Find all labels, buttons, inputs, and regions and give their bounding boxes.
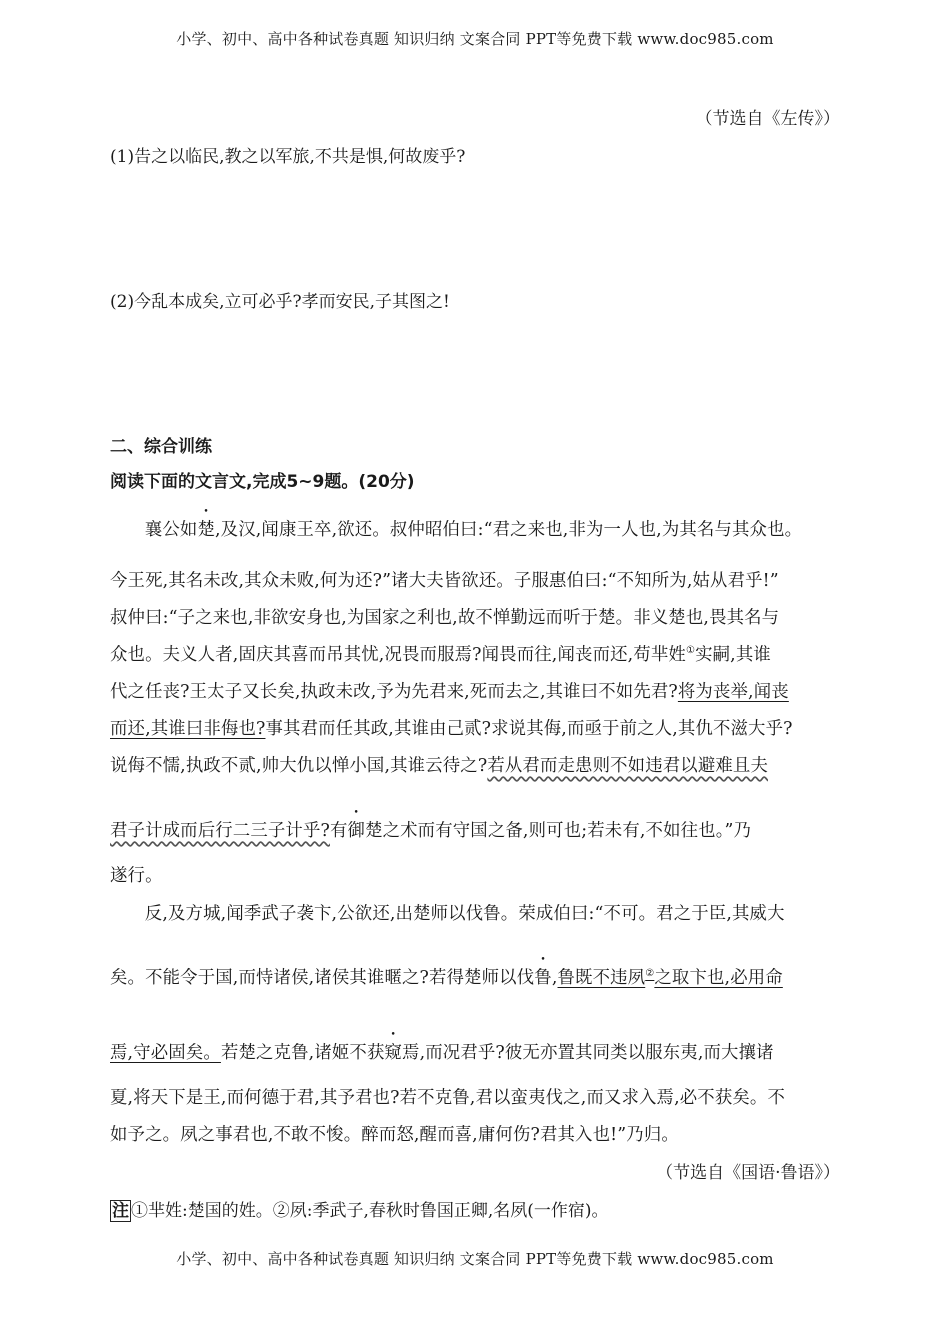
- question-2: (2)今乱本成矣,立可必乎?孝而安民,子其图之!: [110, 292, 450, 312]
- emphasis-dot-char: 如: [179, 520, 198, 540]
- underlined-sentence-1: 将为丧举,闻丧: [677, 682, 789, 702]
- footnotes: 注 ①芈姓:楚国的姓。②夙:季武子,春秋时鲁国正卿,名夙(一作宿)。: [112, 1201, 609, 1221]
- underlined-sentence-2-cont: 焉,守必固矣。: [110, 1043, 221, 1063]
- passage-line-11: 矣。不能令于国,而恃诸侯,诸侯其谁暱之?若得楚师以伐鲁,鲁既不违夙②之取卞也,必用命: [110, 968, 783, 988]
- note-label: 注: [112, 1201, 129, 1221]
- passage-line-13: 夏,将天下是王,而何德于君,其予君也?若不克鲁,君以蛮夷伐之,而又求入焉,必不获矣。不: [110, 1088, 786, 1108]
- wavy-punctuation-passage: 若从君而走患则不如违君以避难且夫: [487, 756, 768, 776]
- source-citation-zuozhuan: （节选自《左传》）: [695, 109, 840, 129]
- passage-line-1: 襄公如楚,及汉,闻康王卒,欲还。叔仲昭伯曰:“君之来也,非为一人也,为其名与其众也。: [144, 520, 803, 540]
- page-footer: 小学、初中、高中各种试卷真题 知识归纳 文案合同 PPT等免费下载 www.doc985.com: [176, 1250, 774, 1268]
- wavy-punctuation-passage-cont: 君子计成而后行二三子计乎?: [110, 821, 330, 841]
- passage-line-12: 焉,守必固矣。若楚之克鲁,诸姬不获窥焉,而况君乎?彼无亦置其同类以服东夷,而大攘诸: [110, 1043, 774, 1063]
- underlined-sentence-1-cont: 而还,其谁曰非侮也?: [110, 719, 266, 739]
- section-instruction: 阅读下面的文言文,完成5~9题。(20分): [110, 472, 415, 492]
- emphasis-dot-char: 鲁: [534, 968, 552, 988]
- emphasis-dot-char: 窥: [384, 1043, 403, 1063]
- passage-line-9: 遂行。: [110, 866, 163, 886]
- source-citation-guoyu: （节选自《国语·鲁语》）: [656, 1163, 840, 1183]
- footnote-marker-1: ①: [685, 645, 696, 657]
- passage-line-4: 众也。夫义人者,固庆其喜而吊其忧,况畏而服焉?闻畏而往,闻丧而还,苟芈姓①实嗣,其谁: [110, 645, 771, 665]
- passage-line-14: 如予之。夙之事君也,不敢不悛。醉而怒,醒而喜,庸何伤?君其入也!”乃归。: [110, 1125, 679, 1145]
- passage-line-7: 说侮不懦,执政不贰,帅大仇以惮小国,其谁云待之?若从君而走患则不如违君以避难且夫: [110, 756, 768, 776]
- passage-line-6: 而还,其谁曰非侮也?事其君而任其政,其谁由己贰?求说其侮,而亟于前之人,其仇不滋大乎?: [110, 719, 793, 739]
- passage-line-3: 叔仲曰:“子之来也,非欲安身也,为国家之利也,故不惮勤远而听于楚。非义楚也,畏其名与: [110, 608, 780, 628]
- footnote-marker-2: ②: [645, 968, 655, 980]
- section-title: 二、综合训练: [110, 437, 212, 457]
- emphasis-dot-char: 御: [347, 821, 366, 841]
- passage-line-8: 君子计成而后行二三子计乎?有御楚之术而有守国之备,则可也;若未有,不如往也。”乃: [110, 821, 752, 841]
- passage-line-2: 今王死,其名未改,其众未败,何为还?”诸大夫皆欲还。子服惠伯曰:“不知所为,姑从君乎!”: [110, 571, 779, 591]
- question-1: (1)告之以临民,教之以军旅,不共是惧,何故废乎?: [110, 147, 466, 167]
- passage-line-5: 代之任丧?王太子又长矣,执政未改,予为先君来,死而去之,其谁曰不如先君?将为丧举,闻丧: [110, 682, 789, 702]
- page-header: 小学、初中、高中各种试卷真题 知识归纳 文案合同 PPT等免费下载 www.doc985.com: [176, 30, 774, 48]
- underlined-sentence-2: 鲁既不违夙: [557, 968, 646, 988]
- passage-line-10: 反,及方城,闻季武子袭卞,公欲还,出楚师以伐鲁。荣成伯曰:“不可。君之于臣,其威大: [144, 904, 785, 924]
